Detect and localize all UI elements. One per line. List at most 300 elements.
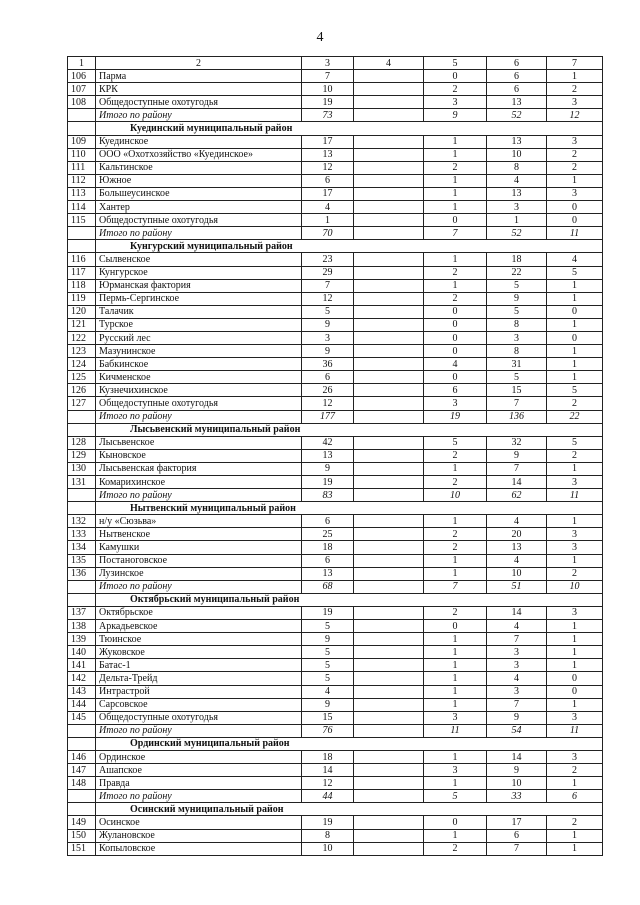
col4-value xyxy=(354,318,424,331)
col5-value: 0 xyxy=(424,318,487,331)
hunting-ground-name: Жуковское xyxy=(96,646,302,659)
district-header-row xyxy=(68,502,603,515)
row-number xyxy=(68,724,96,737)
col7-value: 3 xyxy=(547,711,603,724)
header-cell-1: 1 xyxy=(68,57,96,70)
header-cell-4: 4 xyxy=(354,57,424,70)
col6-value: 4 xyxy=(487,672,547,685)
col6-value: 10 xyxy=(487,148,547,161)
col4-value xyxy=(354,764,424,777)
hunting-ground-name: Нытвенское xyxy=(96,528,302,541)
table-row xyxy=(68,161,603,174)
row-number xyxy=(68,580,96,593)
table-row xyxy=(68,96,603,109)
table-body xyxy=(68,57,603,856)
district-name: Осинский муниципальный район xyxy=(96,803,603,816)
col7-value: 3 xyxy=(547,541,603,554)
col5-value: 2 xyxy=(424,292,487,305)
hunting-ground-name: Лысьвенское xyxy=(96,436,302,449)
col6-value: 51 xyxy=(487,580,547,593)
col6-value: 14 xyxy=(487,750,547,763)
col6-value: 10 xyxy=(487,567,547,580)
row-number: 142 xyxy=(68,672,96,685)
col4-value xyxy=(354,187,424,200)
col4-value xyxy=(354,750,424,763)
col7-value: 22 xyxy=(547,410,603,423)
district-total-row xyxy=(68,724,603,737)
header-cell-6: 6 xyxy=(487,57,547,70)
row-number: 133 xyxy=(68,528,96,541)
col6-value: 5 xyxy=(487,279,547,292)
col6-value: 14 xyxy=(487,476,547,489)
col4-value xyxy=(354,816,424,829)
col7-value: 1 xyxy=(547,659,603,672)
col5-value: 2 xyxy=(424,476,487,489)
col6-value: 54 xyxy=(487,724,547,737)
row-number: 121 xyxy=(68,318,96,331)
col6-value: 13 xyxy=(487,96,547,109)
col6-value: 9 xyxy=(487,711,547,724)
hunting-ground-name: Русский лес xyxy=(96,331,302,344)
col5-value: 1 xyxy=(424,777,487,790)
hunting-ground-name: КРК xyxy=(96,83,302,96)
col5-value: 0 xyxy=(424,345,487,358)
col3-value: 5 xyxy=(302,305,354,318)
district-total-row xyxy=(68,489,603,502)
col6-value: 7 xyxy=(487,698,547,711)
col4-value xyxy=(354,135,424,148)
col5-value: 3 xyxy=(424,397,487,410)
col6-value: 136 xyxy=(487,410,547,423)
col5-value: 9 xyxy=(424,109,487,122)
table-row xyxy=(68,698,603,711)
hunting-ground-name: Осинское xyxy=(96,816,302,829)
row-number: 145 xyxy=(68,711,96,724)
col7-value: 11 xyxy=(547,227,603,240)
col3-value: 10 xyxy=(302,842,354,855)
table-row xyxy=(68,606,603,619)
col5-value: 1 xyxy=(424,685,487,698)
table-row xyxy=(68,462,603,475)
col4-value xyxy=(354,292,424,305)
hunting-ground-name: Большеусинское xyxy=(96,187,302,200)
col7-value: 2 xyxy=(547,449,603,462)
col4-value xyxy=(354,462,424,475)
table-row xyxy=(68,764,603,777)
row-number: 115 xyxy=(68,214,96,227)
row-number: 119 xyxy=(68,292,96,305)
header-cell-2: 2 xyxy=(96,57,302,70)
col7-value: 12 xyxy=(547,109,603,122)
col4-value xyxy=(354,201,424,214)
quota-table xyxy=(67,56,603,856)
col6-value: 7 xyxy=(487,462,547,475)
col7-value: 0 xyxy=(547,672,603,685)
col5-value: 2 xyxy=(424,842,487,855)
table-row xyxy=(68,646,603,659)
table-row xyxy=(68,672,603,685)
row-number xyxy=(68,109,96,122)
col3-value: 10 xyxy=(302,83,354,96)
col7-value: 1 xyxy=(547,515,603,528)
col7-value: 1 xyxy=(547,318,603,331)
col5-value: 11 xyxy=(424,724,487,737)
hunting-ground-name: Сарсовское xyxy=(96,698,302,711)
page-number: 4 xyxy=(316,30,324,45)
col3-value: 12 xyxy=(302,397,354,410)
total-label: Итого по району xyxy=(96,790,302,803)
table-row xyxy=(68,515,603,528)
col3-value: 19 xyxy=(302,96,354,109)
col4-value xyxy=(354,567,424,580)
col7-value: 1 xyxy=(547,633,603,646)
col4-value xyxy=(354,620,424,633)
hunting-ground-name: Кыновское xyxy=(96,449,302,462)
col3-value: 44 xyxy=(302,790,354,803)
col3-value: 5 xyxy=(302,646,354,659)
row-number xyxy=(68,489,96,502)
col5-value: 7 xyxy=(424,580,487,593)
hunting-ground-name: Лузинское xyxy=(96,567,302,580)
col7-value: 1 xyxy=(547,358,603,371)
col3-value: 6 xyxy=(302,371,354,384)
col5-value: 1 xyxy=(424,515,487,528)
row-number: 125 xyxy=(68,371,96,384)
hunting-ground-name: Лысьвенская фактория xyxy=(96,462,302,475)
row-number xyxy=(68,227,96,240)
col7-value: 3 xyxy=(547,187,603,200)
col3-value: 18 xyxy=(302,541,354,554)
col3-value: 17 xyxy=(302,135,354,148)
col4-value xyxy=(354,685,424,698)
col4-value xyxy=(354,227,424,240)
district-header-row xyxy=(68,737,603,750)
col6-value: 9 xyxy=(487,764,547,777)
col4-value xyxy=(354,515,424,528)
col4-value xyxy=(354,148,424,161)
col3-value: 8 xyxy=(302,829,354,842)
hunting-ground-name: Мазунинское xyxy=(96,345,302,358)
row-number: 150 xyxy=(68,829,96,842)
col4-value xyxy=(354,606,424,619)
row-number: 136 xyxy=(68,567,96,580)
row-number: 116 xyxy=(68,253,96,266)
hunting-ground-name: Ашапское xyxy=(96,764,302,777)
col6-value: 5 xyxy=(487,371,547,384)
col3-value: 9 xyxy=(302,318,354,331)
col3-value: 177 xyxy=(302,410,354,423)
col3-value: 23 xyxy=(302,253,354,266)
hunting-ground-name: Общедоступные охотугодья xyxy=(96,397,302,410)
row-number: 137 xyxy=(68,606,96,619)
col7-value: 0 xyxy=(547,331,603,344)
col5-value: 2 xyxy=(424,449,487,462)
col3-value: 70 xyxy=(302,227,354,240)
table-row xyxy=(68,842,603,855)
header-row xyxy=(68,57,603,70)
table-row xyxy=(68,567,603,580)
col4-value xyxy=(354,266,424,279)
hunting-ground-name: Ординское xyxy=(96,750,302,763)
row-number: 117 xyxy=(68,266,96,279)
col7-value: 11 xyxy=(547,724,603,737)
table-row xyxy=(68,711,603,724)
hunting-ground-name: Кальтинское xyxy=(96,161,302,174)
col6-value: 4 xyxy=(487,515,547,528)
row-number: 108 xyxy=(68,96,96,109)
col5-value: 1 xyxy=(424,567,487,580)
hunting-ground-name: Жулановское xyxy=(96,829,302,842)
row-number: 107 xyxy=(68,83,96,96)
col4-value xyxy=(354,698,424,711)
row-number: 123 xyxy=(68,345,96,358)
table-row xyxy=(68,201,603,214)
col4-value xyxy=(354,345,424,358)
col7-value: 1 xyxy=(547,554,603,567)
table-row xyxy=(68,305,603,318)
district-name: Ординский муниципальный район xyxy=(96,737,603,750)
row-number: 141 xyxy=(68,659,96,672)
col3-value: 9 xyxy=(302,345,354,358)
district-name: Нытвенский муниципальный район xyxy=(96,502,603,515)
col3-value: 15 xyxy=(302,711,354,724)
col3-value: 4 xyxy=(302,685,354,698)
header-cell-3: 3 xyxy=(302,57,354,70)
total-label: Итого по району xyxy=(96,489,302,502)
table-row xyxy=(68,633,603,646)
hunting-ground-name: Аркадьевское xyxy=(96,620,302,633)
col6-value: 31 xyxy=(487,358,547,371)
hunting-ground-name: Кунгурское xyxy=(96,266,302,279)
empty-cell xyxy=(68,502,96,515)
col7-value: 0 xyxy=(547,305,603,318)
col7-value: 3 xyxy=(547,135,603,148)
col5-value: 2 xyxy=(424,266,487,279)
table-row xyxy=(68,659,603,672)
table-row xyxy=(68,816,603,829)
col4-value xyxy=(354,646,424,659)
col5-value: 19 xyxy=(424,410,487,423)
row-number: 149 xyxy=(68,816,96,829)
district-total-row xyxy=(68,227,603,240)
empty-cell xyxy=(68,423,96,436)
col3-value: 12 xyxy=(302,777,354,790)
hunting-ground-name: Кузнечихинское xyxy=(96,384,302,397)
col4-value xyxy=(354,410,424,423)
col7-value: 5 xyxy=(547,436,603,449)
table-row xyxy=(68,829,603,842)
row-number: 146 xyxy=(68,750,96,763)
col3-value: 17 xyxy=(302,187,354,200)
col7-value: 1 xyxy=(547,279,603,292)
row-number: 151 xyxy=(68,842,96,855)
col5-value: 0 xyxy=(424,305,487,318)
empty-cell xyxy=(68,737,96,750)
col5-value: 2 xyxy=(424,83,487,96)
col5-value: 1 xyxy=(424,672,487,685)
col3-value: 19 xyxy=(302,816,354,829)
hunting-ground-name: Хантер xyxy=(96,201,302,214)
col3-value: 9 xyxy=(302,462,354,475)
col6-value: 3 xyxy=(487,201,547,214)
col5-value: 0 xyxy=(424,214,487,227)
col6-value: 32 xyxy=(487,436,547,449)
col5-value: 0 xyxy=(424,620,487,633)
header-cell-7: 7 xyxy=(547,57,603,70)
col5-value: 1 xyxy=(424,829,487,842)
col3-value: 6 xyxy=(302,174,354,187)
col6-value: 7 xyxy=(487,397,547,410)
table-row xyxy=(68,83,603,96)
col4-value xyxy=(354,384,424,397)
col4-value xyxy=(354,436,424,449)
col3-value: 3 xyxy=(302,331,354,344)
table-row xyxy=(68,253,603,266)
district-header-row xyxy=(68,593,603,606)
col7-value: 6 xyxy=(547,790,603,803)
row-number: 135 xyxy=(68,554,96,567)
col5-value: 1 xyxy=(424,148,487,161)
col4-value xyxy=(354,96,424,109)
row-number: 129 xyxy=(68,449,96,462)
col5-value: 1 xyxy=(424,253,487,266)
col7-value: 2 xyxy=(547,397,603,410)
col3-value: 6 xyxy=(302,554,354,567)
col5-value: 3 xyxy=(424,711,487,724)
col7-value: 1 xyxy=(547,371,603,384)
col5-value: 3 xyxy=(424,764,487,777)
col7-value: 1 xyxy=(547,646,603,659)
col7-value: 2 xyxy=(547,148,603,161)
col6-value: 9 xyxy=(487,449,547,462)
hunting-ground-name: Камушки xyxy=(96,541,302,554)
empty-cell xyxy=(68,593,96,606)
col7-value: 10 xyxy=(547,580,603,593)
col4-value xyxy=(354,161,424,174)
table-row xyxy=(68,174,603,187)
hunting-ground-name: Общедоступные охотугодья xyxy=(96,711,302,724)
col4-value xyxy=(354,253,424,266)
empty-cell xyxy=(68,240,96,253)
header-cell-5: 5 xyxy=(424,57,487,70)
col6-value: 52 xyxy=(487,227,547,240)
table-row xyxy=(68,777,603,790)
col6-value: 8 xyxy=(487,318,547,331)
col4-value xyxy=(354,358,424,371)
col7-value: 1 xyxy=(547,292,603,305)
hunting-ground-name: Тюинское xyxy=(96,633,302,646)
col5-value: 2 xyxy=(424,528,487,541)
col6-value: 62 xyxy=(487,489,547,502)
col7-value: 0 xyxy=(547,214,603,227)
col7-value: 3 xyxy=(547,750,603,763)
hunting-ground-name: Талачик xyxy=(96,305,302,318)
table-row xyxy=(68,541,603,554)
col7-value: 3 xyxy=(547,96,603,109)
row-number: 131 xyxy=(68,476,96,489)
col6-value: 4 xyxy=(487,554,547,567)
col3-value: 25 xyxy=(302,528,354,541)
total-label: Итого по району xyxy=(96,410,302,423)
col3-value: 36 xyxy=(302,358,354,371)
col7-value: 2 xyxy=(547,816,603,829)
hunting-ground-name: Сылвенское xyxy=(96,253,302,266)
col6-value: 10 xyxy=(487,777,547,790)
col4-value xyxy=(354,829,424,842)
col7-value: 1 xyxy=(547,777,603,790)
col5-value: 0 xyxy=(424,70,487,83)
table-row xyxy=(68,384,603,397)
col3-value: 4 xyxy=(302,201,354,214)
col4-value xyxy=(354,489,424,502)
table-row xyxy=(68,266,603,279)
table-row xyxy=(68,331,603,344)
table-row xyxy=(68,528,603,541)
col5-value: 1 xyxy=(424,174,487,187)
col7-value: 3 xyxy=(547,606,603,619)
col4-value xyxy=(354,633,424,646)
col5-value: 1 xyxy=(424,462,487,475)
col5-value: 4 xyxy=(424,358,487,371)
col6-value: 4 xyxy=(487,620,547,633)
col6-value: 6 xyxy=(487,83,547,96)
col4-value xyxy=(354,83,424,96)
table-row xyxy=(68,554,603,567)
col3-value: 13 xyxy=(302,449,354,462)
col6-value: 7 xyxy=(487,842,547,855)
table-row xyxy=(68,135,603,148)
row-number xyxy=(68,410,96,423)
col3-value: 14 xyxy=(302,764,354,777)
col3-value: 9 xyxy=(302,633,354,646)
hunting-ground-name: Парма xyxy=(96,70,302,83)
row-number: 110 xyxy=(68,148,96,161)
col5-value: 1 xyxy=(424,646,487,659)
table-row xyxy=(68,358,603,371)
hunting-ground-name: Турское xyxy=(96,318,302,331)
row-number: 126 xyxy=(68,384,96,397)
hunting-ground-name: Дельта-Трейд xyxy=(96,672,302,685)
hunting-ground-name: Куединское xyxy=(96,135,302,148)
district-header-row xyxy=(68,423,603,436)
col6-value: 3 xyxy=(487,331,547,344)
hunting-ground-name: Общедоступные охотугодья xyxy=(96,96,302,109)
col3-value: 19 xyxy=(302,476,354,489)
col3-value: 5 xyxy=(302,620,354,633)
district-total-row xyxy=(68,790,603,803)
district-name: Кунгурский муниципальный район xyxy=(96,240,603,253)
row-number: 122 xyxy=(68,331,96,344)
table-row xyxy=(68,397,603,410)
col5-value: 1 xyxy=(424,279,487,292)
col7-value: 2 xyxy=(547,83,603,96)
district-header-row xyxy=(68,122,603,135)
col7-value: 1 xyxy=(547,698,603,711)
col7-value: 4 xyxy=(547,253,603,266)
col6-value: 33 xyxy=(487,790,547,803)
col4-value xyxy=(354,659,424,672)
col7-value: 1 xyxy=(547,829,603,842)
row-number: 138 xyxy=(68,620,96,633)
col4-value xyxy=(354,174,424,187)
col5-value: 7 xyxy=(424,227,487,240)
row-number: 148 xyxy=(68,777,96,790)
col5-value: 3 xyxy=(424,96,487,109)
col6-value: 22 xyxy=(487,266,547,279)
col6-value: 3 xyxy=(487,646,547,659)
hunting-ground-name: Копыловское xyxy=(96,842,302,855)
col7-value: 2 xyxy=(547,764,603,777)
